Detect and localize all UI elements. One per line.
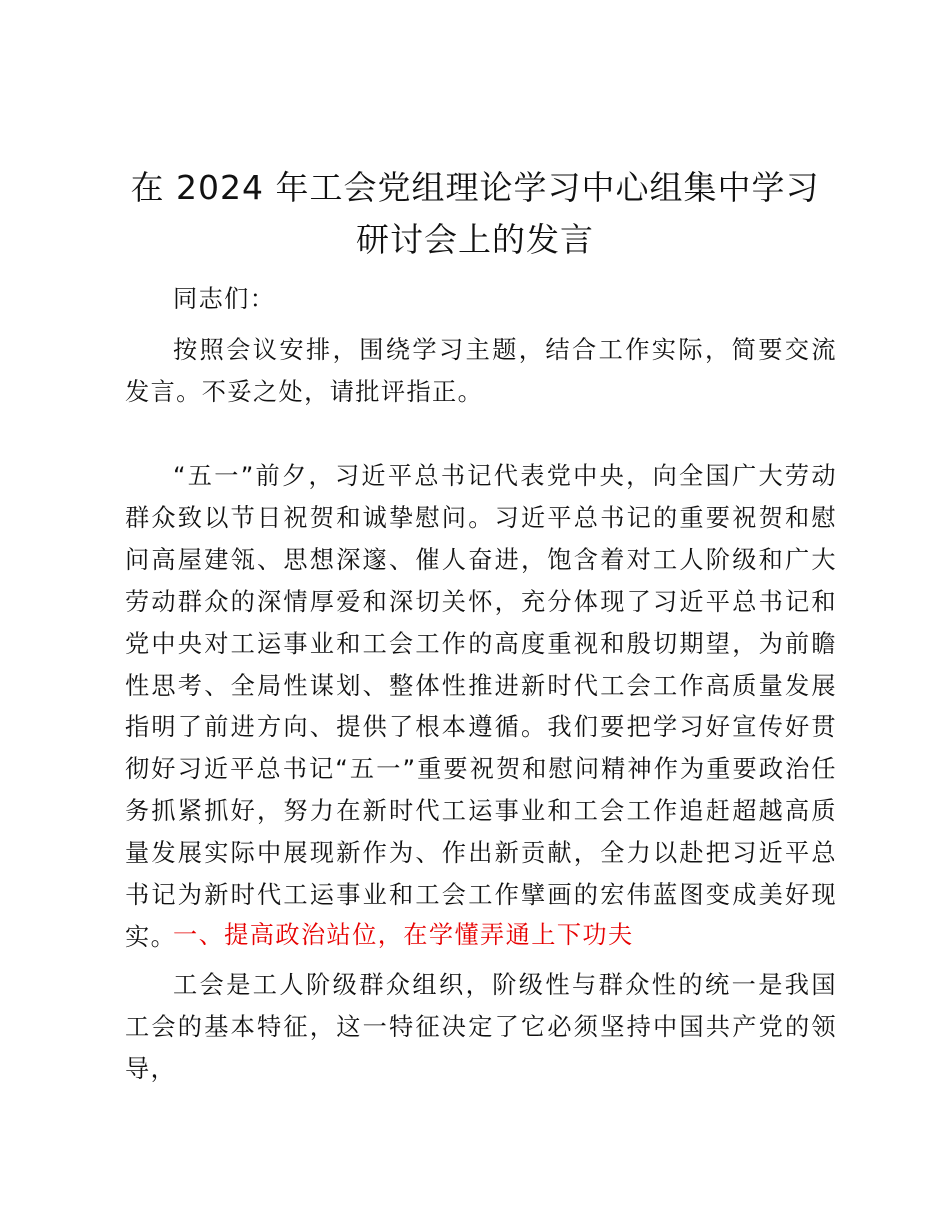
- document-title-line-1: 在 2024 年工会党组理论学习中心组集中学习: [130, 168, 820, 207]
- document-title-line-2: 研讨会上的发言: [356, 220, 594, 259]
- salutation: 同志们：: [173, 285, 276, 313]
- paragraph-intro: 按照会议安排，围绕学习主题，结合工作实际，简要交流发言。不妥之处，请批评指正。: [125, 336, 837, 406]
- section-paragraph: 工会是工人阶级群众组织，阶级性与群众性的统一是我国工会的基本特征，这一特征决定了它必须坚持中国共产党的领导，: [125, 971, 837, 1083]
- paragraph-main: “五一”前夕，习近平总书记代表党中央，向全国广大劳动群众致以节日祝贺和诚挚慰问。习近平总书记的重要祝贺和慰问高屋建瓴、思想深邃、催人奋进，饱含着对工人阶级和广大劳动群众的深情厚爱和深切关怀，充分体现了习近平总书记和党中央对工运事业和工会工作的高度重视和殷切期望，为前瞻性思考、全局性谋划、整体性推进新时代工会工作高质量发展指明了前进方向、提供了根本遵循。我们要把学习好宣传好贯彻好习近平总书记“五一”重要祝贺和慰问精神作为重要政治任务抓紧抓好，努力在新时代工运事业和工会工作追赶超越高质量发展实际中展现新作为、作出新贡献，全力以赴把习近平总书记为新时代工运事业和工会工作擘画的宏伟蓝图变成美好现实。: [125, 462, 837, 951]
- section-heading: 一、提高政治站位，在学懂弄通上下功夫: [173, 921, 634, 949]
